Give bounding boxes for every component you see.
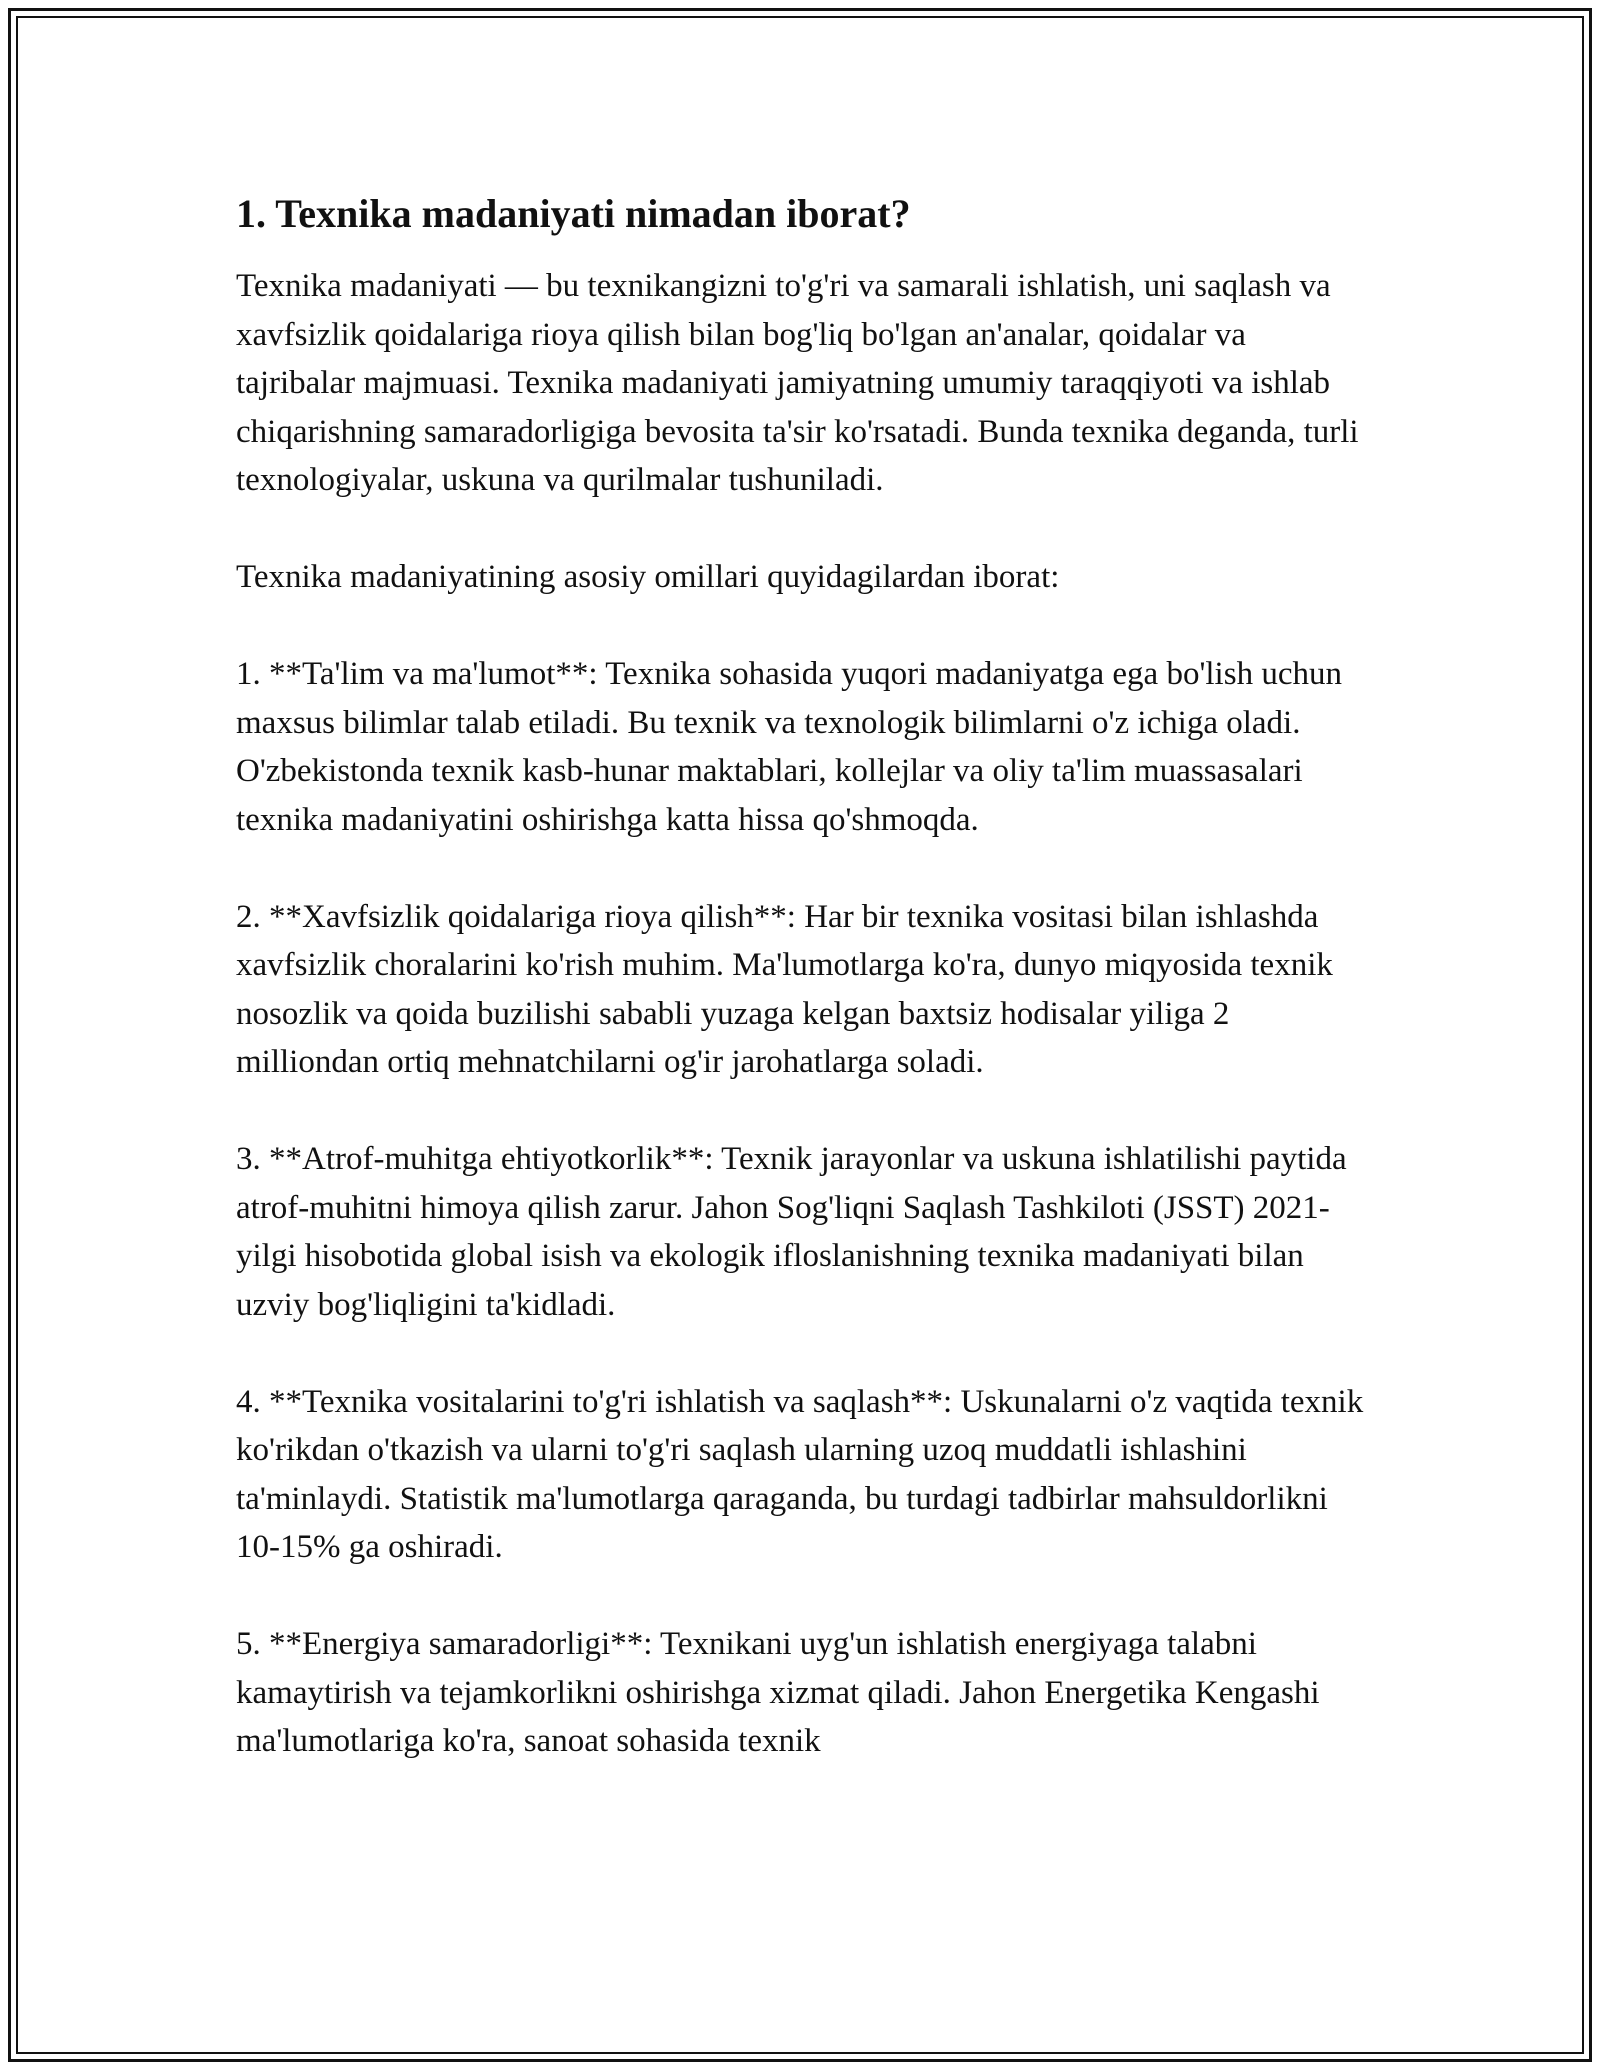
list-item-maintenance: 4. **Texnika vositalarini to'g'ri ishlatish va saqlash**: Uskunalarni o'z vaqtida texnik ko'rikdan o'tkazish va ularni to'g'ri saqlash ularning uzoq muddatli ishlashini ta'minlaydi. Statistik ma'lumotlarga qaraganda, bu turdagi tadbirlar mahsuldorlikni 10-15% ga oshiradi. <box>236 1383 1364 1565</box>
list-item-energy: 5. **Energiya samaradorligi**: Texnikani uyg'un ishlatish energiyaga talabni kamaytirish va tejamkorlikni oshirishga xizmat qiladi. Jahon Energetika Kengashi ma'lumotlariga ko'ra, sanoat sohasida texnik <box>236 1626 1320 1759</box>
document-title: 1. Texnika madaniyati nimadan iborat? <box>236 191 911 236</box>
list-item-environment: 3. **Atrof-muhitga ehtiyotkorlik**: Texnik jarayonlar va uskuna ishlatilishi paytida atrof-muhitni himoya qilish zarur. Jahon Sog'liqni Saqlash Tashkiloti (JSST) 2021-yilgi hisobotida global isish va ekologik ifloslanishning texnika madaniyati bilan uzviy bog'liqligini ta'kidladi. <box>236 1141 1347 1323</box>
intro-paragraph: Texnika madaniyati — bu texnikangizni to'g'ri va samarali ishlatish, uni saqlash va xavfsizlik qoidalariga rioya qilish bilan bog'liq bo'lgan an'analar, qoidalar va tajribalar majmuasi. Texnika madaniyati jamiyatning umumiy taraqqiyoti va ishlab chiqarishning samaradorligiga bevosita ta'sir ko'rsatadi. Bunda texnika deganda, turli texnologiyalar, uskuna va qurilmalar tushuniladi. <box>236 268 1359 498</box>
list-item-safety: 2. **Xavfsizlik qoidalariga rioya qilish**: Har bir texnika vositasi bilan ishlashda xavfsizlik choralarini ko'rish muhim. Ma'lumotlarga ko'ra, dunyo miqyosida texnik nosozlik va qoida buzilishi sababli yuzaga kelgan baxtsiz hodisalar yiliga 2 milliondan ortiq mehnatchilarni og'ir jarohatlarga soladi. <box>236 898 1333 1080</box>
document-body <box>236 186 1366 1814</box>
list-item-education: 1. **Ta'lim va ma'lumot**: Texnika sohasida yuqori madaniyatga ega bo'lish uchun maxsus bilimlar talab etiladi. Bu texnik va texnologik bilimlarni o'z ichiga oladi. O'zbekistonda texnik kasb-hunar maktablari, kollejlar va oliy ta'lim muassasalari texnika madaniyatini oshirishga katta hissa qo'shmoqda. <box>236 656 1342 838</box>
factors-intro-paragraph: Texnika madaniyatining asosiy omillari quyidagilardan iborat: <box>236 559 1060 595</box>
